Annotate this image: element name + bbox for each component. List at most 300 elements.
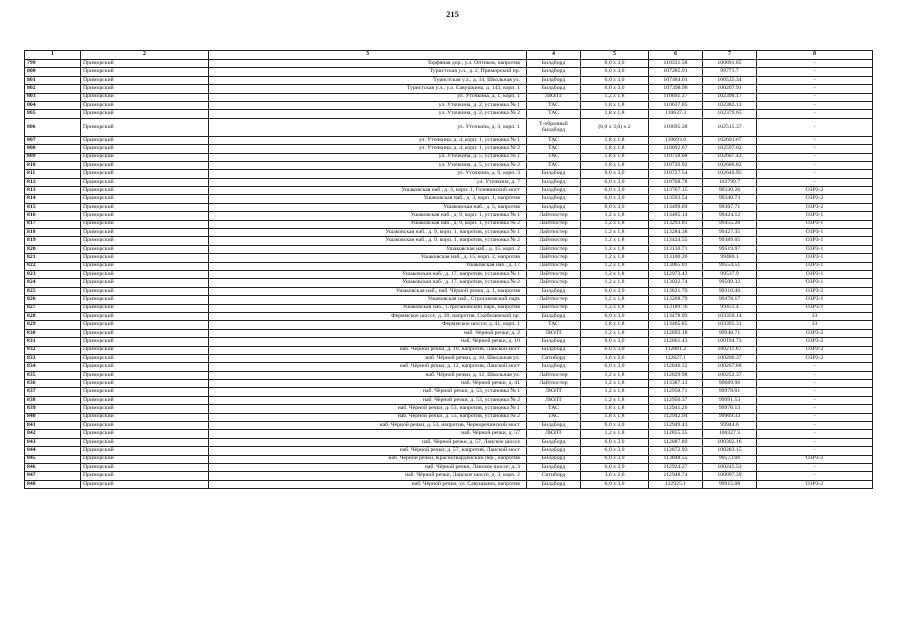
coord-y-cell: 99509.32 (703, 279, 757, 287)
type-cell: ТАС (527, 405, 581, 413)
coord-y-cell: 100097.39 (703, 472, 757, 480)
type-cell: ЛЮЛТ (527, 93, 581, 101)
type-cell: Билдборд (527, 60, 581, 68)
table-row (25, 145, 873, 153)
district-cell: Приморский (81, 161, 209, 169)
type-cell: Лайтпостер (527, 254, 581, 262)
table-row (25, 153, 873, 161)
type-cell: Лайтпостер (527, 212, 581, 220)
address-cell: ул. Уточкина, д. 4, корп. 1, установка № 2 (209, 145, 527, 153)
table-row (25, 68, 873, 76)
zone-cell: - (757, 388, 873, 396)
table-row (25, 463, 873, 471)
size-cell: 6,0 х 3,0 (581, 85, 649, 93)
coord-y-cell: 99478.17 (703, 296, 757, 304)
coord-y-cell: 102607.42 (703, 153, 757, 161)
page-number: 215 (446, 9, 459, 19)
address-cell: наб. Чёрной речки, д. 57, Ланское шоссе (209, 438, 527, 446)
coord-x-cell: 113100.26 (649, 254, 703, 262)
district-cell: Приморский (81, 85, 209, 93)
table-row (25, 346, 873, 354)
coord-y-cell: 100194.73 (703, 338, 757, 346)
coord-x-cell: 110693.6 (649, 136, 703, 144)
coord-x-cell: 113189.76 (649, 304, 703, 312)
coord-x-cell: 113065.01 (649, 262, 703, 270)
type-cell: ТАС (527, 161, 581, 169)
coord-y-cell: 102597.02 (703, 145, 757, 153)
table-row (25, 101, 873, 109)
size-cell: 6,0 х 3,0 (581, 363, 649, 371)
coord-x-cell: 113478.09 (649, 312, 703, 320)
district-cell: Приморский (81, 430, 209, 438)
size-cell: 1,2 х 1,8 (581, 396, 649, 404)
placement-table (24, 50, 873, 489)
size-cell: 6,0 х 3,0 (581, 463, 649, 471)
coord-y-cell: 102379.65 (703, 110, 757, 118)
type-cell: ТАС (527, 110, 581, 118)
table-row (25, 447, 873, 455)
type-cell: Билдборд (527, 76, 581, 84)
type-cell: ТАС (527, 101, 581, 109)
coord-x-cell: 113767.15 (649, 187, 703, 195)
address-cell: Ушаковская наб., д. 9, корп. 1, установка № 2 (209, 220, 527, 228)
zone-cell: - (757, 145, 873, 153)
district-cell: Приморский (81, 405, 209, 413)
type-cell: ТАС (527, 145, 581, 153)
address-cell: наб. Чёрной речки, д. 57 (209, 430, 527, 438)
district-cell: Приморский (81, 472, 209, 480)
coord-x-cell: 112942.94 (649, 413, 703, 421)
size-cell: 1,2 х 1,8 (581, 262, 649, 270)
type-cell: Лайтпостер (527, 380, 581, 388)
type-cell: Билдборд (527, 455, 581, 463)
district-cell: Приморский (81, 270, 209, 278)
table-row (25, 371, 873, 379)
size-cell: 1,2 х 1,8 (581, 430, 649, 438)
district-cell: Приморский (81, 363, 209, 371)
type-cell: Лайтпостер (527, 237, 581, 245)
size-cell: 6,0 х 3,0 (581, 178, 649, 186)
table-row (25, 279, 873, 287)
size-cell: 1,8 х 1,8 (581, 136, 649, 144)
district-cell: Приморский (81, 287, 209, 295)
size-cell: 1,2 х 1,8 (581, 371, 649, 379)
coord-y-cell: 103395.31 (703, 321, 757, 329)
table-row (25, 203, 873, 211)
table-row (25, 430, 873, 438)
column-header: 6 (649, 51, 703, 60)
coord-x-cell: 112846.32 (649, 363, 703, 371)
district-cell: Приморский (81, 438, 209, 446)
coord-y-cell: 102515.37 (703, 118, 757, 136)
table-row (25, 388, 873, 396)
zone-cell: - (757, 430, 873, 438)
table-row (25, 93, 873, 101)
zone-cell: - (757, 472, 873, 480)
address-cell: Ушаковская наб., д. 17, напротив, установка № 1 (209, 270, 527, 278)
address-cell: Ушаковская наб., д. 17 (209, 262, 527, 270)
size-cell: 3,6 х 2,6 (581, 354, 649, 362)
coord-y-cell: 99480.1 (703, 254, 757, 262)
row-number: 806 (25, 118, 81, 136)
district-cell: Приморский (81, 93, 209, 101)
coord-x-cell: 112861.43 (649, 338, 703, 346)
row-number: 801 (25, 76, 81, 84)
coord-x-cell: 107484.01 (649, 76, 703, 84)
zone-cell: - (757, 396, 873, 404)
table-row (25, 329, 873, 337)
zone-cell: - (757, 405, 873, 413)
coord-x-cell: 112973.42 (649, 270, 703, 278)
table-row (25, 118, 873, 136)
zone-cell: ОЗРЗ-1 (757, 304, 873, 312)
type-cell: Билдборд (527, 480, 581, 488)
coord-x-cell: 112956.37 (649, 396, 703, 404)
coord-y-cell: 99944.6 (703, 422, 757, 430)
coord-x-cell: 113293.81 (649, 220, 703, 228)
district-cell: Приморский (81, 145, 209, 153)
address-cell: Ушаковская наб., д. 15, корп. 2 (209, 245, 527, 253)
type-cell: Билдборд (527, 195, 581, 203)
coord-x-cell: 110331.58 (649, 60, 703, 68)
coord-y-cell: 99424.12 (703, 212, 757, 220)
coord-y-cell: 99689.96 (703, 380, 757, 388)
size-cell: 1,8 х 1,8 (581, 405, 649, 413)
zone-cell: ОЗРЗ-1 (757, 212, 873, 220)
address-cell: наб. Чёрной речки, д. 57, напротив, Ланской мост (209, 447, 527, 455)
zone-cell: - (757, 68, 873, 76)
type-cell: ЛЮЛТ (527, 430, 581, 438)
table-row (25, 195, 873, 203)
address-cell: Ушаковская наб., наб. Чёрной речки, д. 1, напротив (209, 287, 527, 295)
row-number: 813 (25, 187, 81, 195)
table-row (25, 396, 873, 404)
address-cell: наб. Чёрной речки, д. 53, установка № 2 (209, 396, 527, 404)
coord-x-cell: 113208.79 (649, 296, 703, 304)
row-number: 829 (25, 321, 81, 329)
coord-y-cell: 102382.13 (703, 101, 757, 109)
type-cell: Билдборд (527, 447, 581, 455)
district-cell: Приморский (81, 101, 209, 109)
zone-cell: ОЗРЗ-1 (757, 296, 873, 304)
size-cell: 6,0 х 3,0 (581, 60, 649, 68)
coord-x-cell: 110637.3 (649, 110, 703, 118)
coord-x-cell: 112855.35 (649, 430, 703, 438)
type-cell: Билдборд (527, 346, 581, 354)
coord-y-cell: 102606.82 (703, 161, 757, 169)
zone-cell: - (757, 170, 873, 178)
district-cell: Приморский (81, 237, 209, 245)
coord-x-cell: 112872.93 (649, 447, 703, 455)
coord-x-cell: 112887.89 (649, 438, 703, 446)
type-cell: Лайтпостер (527, 245, 581, 253)
address-cell: Ушаковская наб., д. 17, напротив, установка № 2 (209, 279, 527, 287)
row-number: 805 (25, 110, 81, 118)
coord-y-cell: 99915.08 (703, 480, 757, 488)
size-cell: 1,8 х 1,8 (581, 110, 649, 118)
row-number: 826 (25, 296, 81, 304)
size-cell: 1,2 х 1,8 (581, 296, 649, 304)
address-cell: Ферммское шоссе, д. 30, напротив, Скобелевский пр. (209, 312, 527, 320)
row-number: 808 (25, 145, 81, 153)
column-header: 5 (581, 51, 649, 60)
table-row (25, 405, 873, 413)
coord-x-cell: 112829.98 (649, 371, 703, 379)
row-number: 831 (25, 338, 81, 346)
type-cell: Лайтпостер (527, 296, 581, 304)
district-cell: Приморский (81, 229, 209, 237)
coord-y-cell: 102640.95 (703, 170, 757, 178)
type-cell: Билдборд (527, 170, 581, 178)
type-cell: Лайтпостер (527, 371, 581, 379)
coord-y-cell: 99991.53 (703, 396, 757, 404)
coord-x-cell: 113405.14 (649, 212, 703, 220)
address-cell: ул. Уточкина, д. 5, установка № 1 (209, 153, 527, 161)
address-cell: наб. Чёрной речки, д. 53, напротив, Черноречинский мост (209, 422, 527, 430)
size-cell: 6,0 х 3,0 (581, 455, 649, 463)
district-cell: Приморский (81, 195, 209, 203)
coord-x-cell: 110768.78 (649, 178, 703, 186)
table-row (25, 270, 873, 278)
type-cell: Ситиборд (527, 472, 581, 480)
zone-cell: - (757, 463, 873, 471)
type-cell: Билдборд (527, 438, 581, 446)
district-cell: Приморский (81, 212, 209, 220)
coord-y-cell: 99427.35 (703, 229, 757, 237)
district-cell: Приморский (81, 245, 209, 253)
type-cell: Билдборд (527, 312, 581, 320)
district-cell: Приморский (81, 68, 209, 76)
coord-x-cell: 110692.67 (649, 145, 703, 153)
coord-y-cell: 99948.71 (703, 329, 757, 337)
type-cell: ТАС (527, 136, 581, 144)
zone-cell: - (757, 101, 873, 109)
district-cell: Приморский (81, 455, 209, 463)
coord-y-cell: 99519.97 (703, 245, 757, 253)
coord-y-cell: 99969.33 (703, 413, 757, 421)
zone-cell: ОЗРЗ-1 (757, 270, 873, 278)
district-cell: Приморский (81, 220, 209, 228)
district-cell: Приморский (81, 153, 209, 161)
table-row (25, 76, 873, 84)
zone-cell: ОЗРЗ-1 (757, 220, 873, 228)
coord-x-cell: 110720.92 (649, 161, 703, 169)
type-cell: ЛЮЛТ (527, 388, 581, 396)
coord-x-cell: 113821.79 (649, 287, 703, 295)
address-cell: наб. Чёрной речки, д. 10 (209, 338, 527, 346)
row-number: 818 (25, 229, 81, 237)
size-cell: 1,2 х 1,8 (581, 388, 649, 396)
coord-y-cell: 102601.67 (703, 136, 757, 144)
coord-x-cell: 113424.55 (649, 237, 703, 245)
column-header: 7 (703, 51, 757, 60)
district-cell: Приморский (81, 329, 209, 337)
type-cell: Т-образный билдборд (527, 118, 581, 136)
coord-x-cell: 110691.37 (649, 93, 703, 101)
coord-x-cell: 112892.18 (649, 329, 703, 337)
address-cell: ул. Уточкина, д. 5, установка № 2 (209, 161, 527, 169)
zone-cell: - (757, 371, 873, 379)
address-cell: Ферммское шоссе, д. 41, корп. 1 (209, 321, 527, 329)
type-cell: Лайтпостер (527, 229, 581, 237)
address-cell: ул. Уточкина, д. 3, корп. 1 (209, 118, 527, 136)
coord-x-cell: 112881.2 (649, 346, 703, 354)
row-number: 812 (25, 178, 81, 186)
coord-y-cell: 99976.13 (703, 405, 757, 413)
coord-x-cell: 113593.54 (649, 195, 703, 203)
row-number: 811 (25, 170, 81, 178)
zone-cell: - (757, 85, 873, 93)
district-cell: Приморский (81, 178, 209, 186)
coord-x-cell: 110695.38 (649, 118, 703, 136)
table-row (25, 455, 873, 463)
coord-y-cell: 99451.4 (703, 304, 757, 312)
district-cell: Приморский (81, 110, 209, 118)
type-cell: Лайтпостер (527, 304, 581, 312)
zone-cell: - (757, 161, 873, 169)
address-cell: наб. Чёрной речки, Красногвардейский пер., напротив (209, 455, 527, 463)
coord-y-cell: 103350.14 (703, 312, 757, 320)
coord-y-cell: 100891.65 (703, 60, 757, 68)
district-cell: Приморский (81, 422, 209, 430)
district-cell: Приморский (81, 321, 209, 329)
size-cell: 6,0 х 3,0 (581, 68, 649, 76)
coord-y-cell: 99389.05 (703, 237, 757, 245)
type-cell: Билдборд (527, 187, 581, 195)
coord-x-cell: 113284.38 (649, 229, 703, 237)
table-row (25, 187, 873, 195)
coord-y-cell: 100245.53 (703, 463, 757, 471)
coord-y-cell: 99554.51 (703, 262, 757, 270)
row-number: 835 (25, 371, 81, 379)
row-number: 837 (25, 388, 81, 396)
coord-y-cell: 100327.5 (703, 430, 757, 438)
zone-cell: ОЗРЗ-2 (757, 203, 873, 211)
row-number: 823 (25, 270, 81, 278)
row-number: 834 (25, 363, 81, 371)
row-number: 822 (25, 262, 81, 270)
size-cell: 6,0 х 3,0 (581, 438, 649, 446)
coord-x-cell: 112924.27 (649, 463, 703, 471)
address-cell: ул. Уточкина, д. 2, установка № 1 (209, 101, 527, 109)
address-cell: ул. Уточкина, д. 4, корп. 1, установка № 1 (209, 136, 527, 144)
size-cell: 1,2 х 1,8 (581, 220, 649, 228)
row-number: 814 (25, 195, 81, 203)
coord-y-cell: 100252.37 (703, 371, 757, 379)
address-cell: Ушаковская наб., д. 9, корп. 1, напротив, установка № 2 (209, 237, 527, 245)
row-number: 843 (25, 438, 81, 446)
row-number: 802 (25, 85, 81, 93)
address-cell: Ушаковская наб., д. 15, корп. 2, напротив (209, 254, 527, 262)
table-row (25, 220, 873, 228)
table-row (25, 304, 873, 312)
coord-y-cell: 100535.34 (703, 76, 757, 84)
size-cell: 1,2 х 1,8 (581, 270, 649, 278)
table-row (25, 321, 873, 329)
size-cell: 6,0 х 3,0 (581, 287, 649, 295)
zone-cell: - (757, 60, 873, 68)
row-number: 825 (25, 287, 81, 295)
zone-cell: ОЗРЗ-1 (757, 237, 873, 245)
row-number: 821 (25, 254, 81, 262)
coord-y-cell: 100283.15 (703, 447, 757, 455)
table-row (25, 480, 873, 488)
row-number: 810 (25, 161, 81, 169)
header-row (25, 51, 873, 60)
district-cell: Приморский (81, 396, 209, 404)
row-number: 817 (25, 220, 81, 228)
type-cell: Билдборд (527, 363, 581, 371)
address-cell: наб. Чёрной речки, ул. Савушкина, напротив (209, 480, 527, 488)
size-cell: 6,0 х 3,0 (581, 170, 649, 178)
coord-y-cell: 99316.46 (703, 287, 757, 295)
row-number: 809 (25, 153, 81, 161)
size-cell: 1,2 х 1,8 (581, 93, 649, 101)
zone-cell: - (757, 76, 873, 84)
coord-x-cell: 112949.43 (649, 422, 703, 430)
coord-y-cell: 99340.73 (703, 195, 757, 203)
coord-x-cell: 112948.74 (649, 472, 703, 480)
type-cell: Билдборд (527, 85, 581, 93)
row-number: 842 (25, 430, 81, 438)
zone-cell: 33 (757, 321, 873, 329)
zone-cell: ОЗРЗ-2 (757, 187, 873, 195)
table-row (25, 161, 873, 169)
type-cell: Билдборд (527, 203, 581, 211)
zone-cell: ОЗРЗ-1 (757, 229, 873, 237)
zone-cell: - (757, 118, 873, 136)
district-cell: Приморский (81, 388, 209, 396)
address-cell: наб. Чёрной речки, д. 53, установка № 1 (209, 388, 527, 396)
table-row (25, 338, 873, 346)
zone-cell: - (757, 153, 873, 161)
zone-cell: - (757, 380, 873, 388)
district-cell: Приморский (81, 338, 209, 346)
row-number: 833 (25, 354, 81, 362)
size-cell: 1,8 х 1,8 (581, 145, 649, 153)
size-cell: 1,8 х 1,8 (581, 153, 649, 161)
district-cell: Приморский (81, 346, 209, 354)
row-number: 815 (25, 203, 81, 211)
size-cell: 6,0 х 3,0 (581, 447, 649, 455)
size-cell: 1,8 х 1,8 (581, 413, 649, 421)
zone-cell: ОЗРЗ-1 (757, 279, 873, 287)
type-cell: Лайтпостер (527, 262, 581, 270)
column-header: 3 (209, 51, 527, 60)
row-number: 799 (25, 60, 81, 68)
coord-y-cell: 99455.28 (703, 220, 757, 228)
row-number: 807 (25, 136, 81, 144)
table-row (25, 245, 873, 253)
address-cell: наб. Чёрной речки, д. 12, напротив, Ланской мост (209, 363, 527, 371)
size-cell: 1,2 х 1,8 (581, 229, 649, 237)
row-number: 820 (25, 245, 81, 253)
coord-x-cell: 112941.26 (649, 405, 703, 413)
row-number: 838 (25, 396, 81, 404)
address-cell: Ушаковская наб., Строгановский парк (209, 296, 527, 304)
district-cell: Приморский (81, 170, 209, 178)
address-cell: Ушаковская наб., д. 9, корп. 1, напротив, установка № 1 (209, 229, 527, 237)
zone-cell: - (757, 178, 873, 186)
table-row (25, 229, 873, 237)
zone-cell: ОЗРЗ-2 (757, 195, 873, 203)
address-cell: ул. Уточкина, д. 6, корп. 3 (209, 170, 527, 178)
address-cell: Туристская у.л., у.л. Савушкина, д. 143, корп. 1 (209, 85, 527, 93)
coord-x-cell: 113848.55 (649, 455, 703, 463)
district-cell: Приморский (81, 380, 209, 388)
table-row (25, 296, 873, 304)
zone-cell: - (757, 438, 873, 446)
